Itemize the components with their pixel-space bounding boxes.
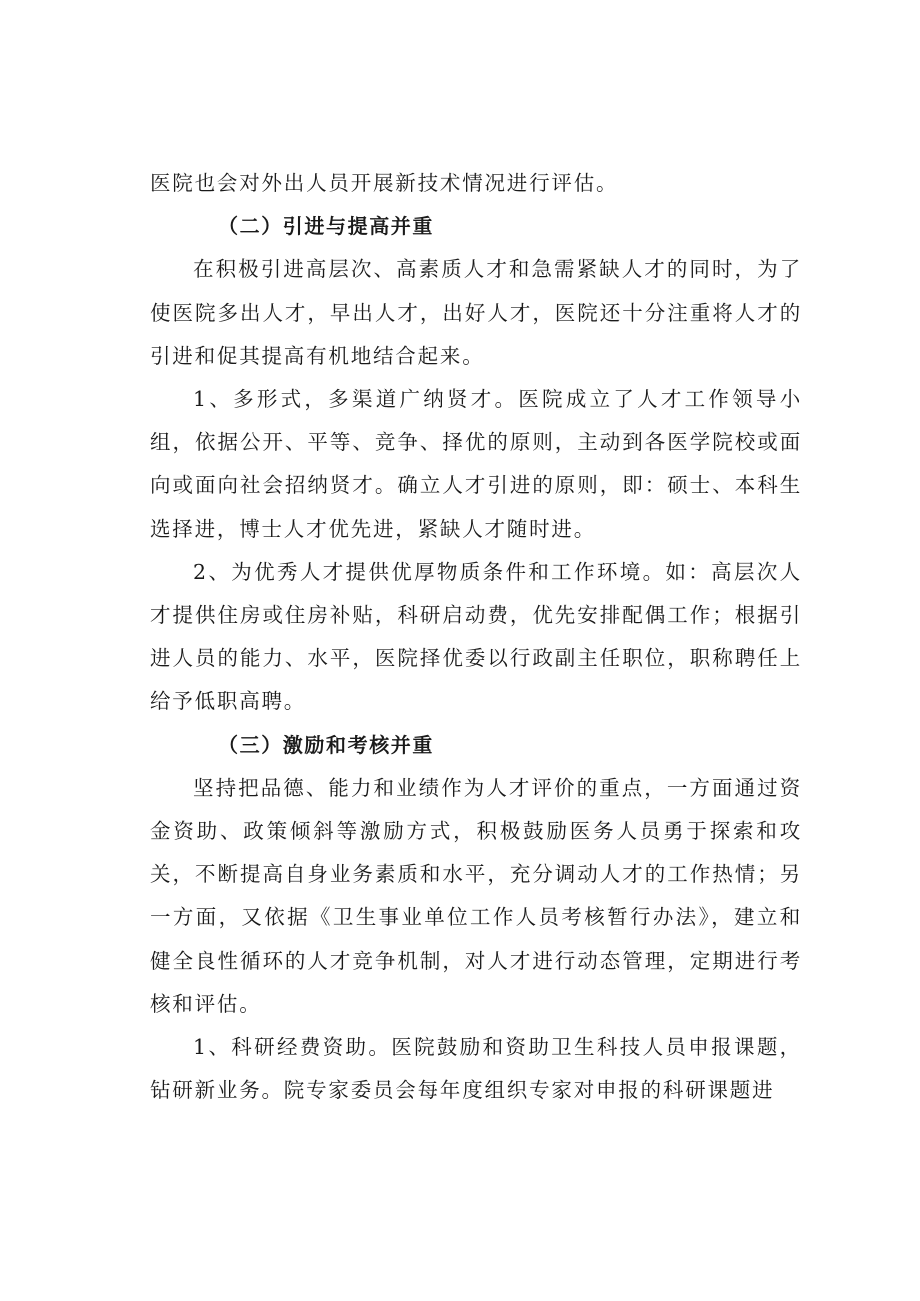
document-body — [150, 162, 802, 1112]
paragraph-incentive-assessment: 坚持把品德、能力和业绩作为人才评价的重点，一方面通过资金资助、政策倾斜等激励方式，积极鼓励医务人员勇于探索和攻关，不断提高自身业务素质和水平，充分调动人才的工作热情；另一方面，又依据《卫生事业单位工作人员考核暂行办法》，建立和健全良性循环的人才竞争机制，对人才进行动态管理，定期进行考核和评估。 — [150, 775, 802, 1016]
section-heading-2: （二）引进与提高并重 — [218, 214, 434, 239]
paragraph-talent-introduction: 在积极引进高层次、高素质人才和急需紧缺人才的同时，为了使医院多出人才，早出人才，出好人才，医院还十分注重将人才的引进和促其提高有机地结合起来。 — [150, 257, 802, 368]
section-heading-3: （三）激励和考核并重 — [218, 732, 434, 757]
paragraph-recruitment-channels: 1、多形式，多渠道广纳贤才。医院成立了人才工作领导小组，依据公开、平等、竞争、择优的原则，主动到各医学院校或面向或面向社会招纳贤才。确立人才引进的原则，即：硕士、本科生选择进，博士人才优先进，紧缺人才随时进。 — [150, 387, 802, 541]
paragraph-continuation: 医院也会对外出人员开展新技术情况进行评估。 — [150, 171, 619, 195]
paragraph-talent-conditions: 2、为优秀人才提供优厚物质条件和工作环境。如：高层次人才提供住房或住房补贴，科研启动费，优先安排配偶工作；根据引进人员的能力、水平，医院择优委以行政副主任职位，职称聘任上给予低职高聘。 — [150, 559, 802, 714]
paragraph-research-funding: 1、科研经费资助。医院鼓励和资助卫生科技人员申报课题，钻研新业务。院专家委员会每年度组织专家对申报的科研课题进 — [150, 1035, 802, 1103]
